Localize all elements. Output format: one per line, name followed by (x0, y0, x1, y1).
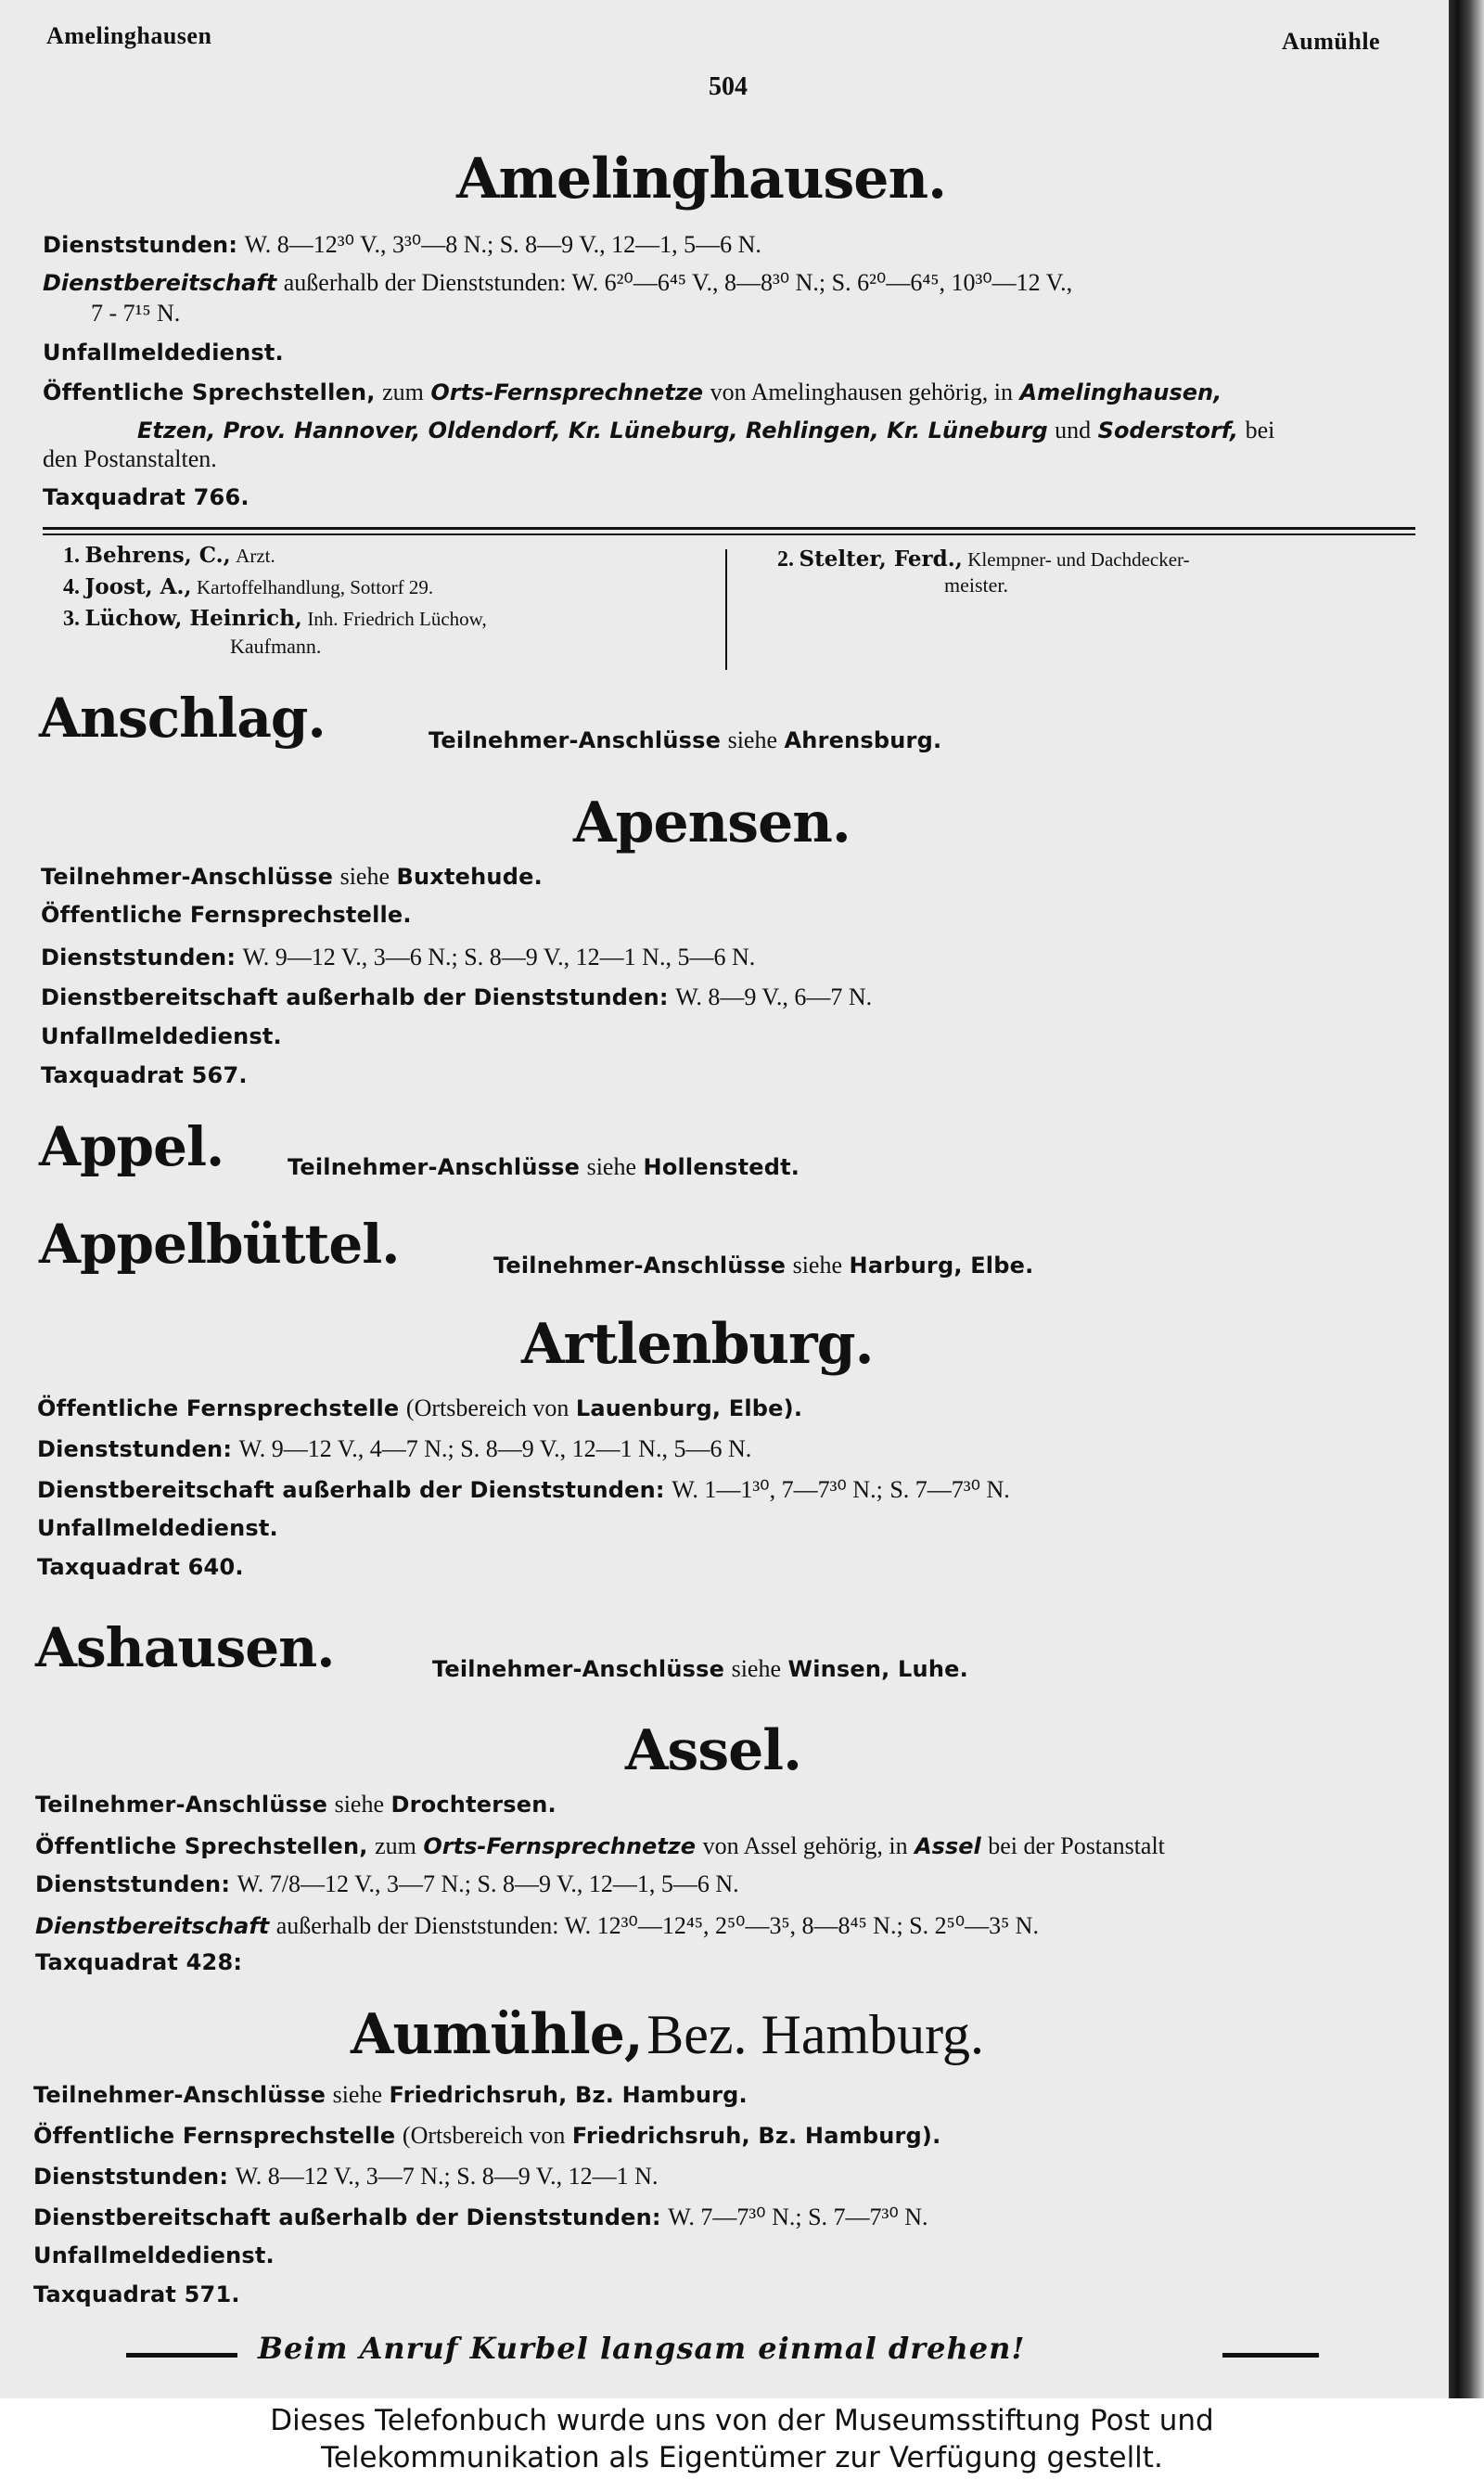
label: Dienststunden: (33, 2164, 229, 2190)
entry-number: 2. (777, 547, 794, 572)
title-assel: Assel. (625, 1718, 801, 1783)
entry-number: 4. (63, 575, 80, 599)
netz: Orts-Fernsprechnetze (423, 1833, 697, 1859)
ref: Friedrichsruh, Bz. Hamburg. (389, 2082, 748, 2108)
amelinghausen-sprech-line2 (137, 414, 1274, 446)
word: (Ortsbereich von (405, 1394, 569, 1421)
word: (Ortsbereich von (402, 2122, 566, 2149)
label: Dienststunden: (35, 1871, 231, 1897)
assel-line (35, 1909, 1039, 1942)
aumuehle-line (33, 2201, 928, 2233)
ref: Harburg, Elbe. (849, 1253, 1034, 1279)
label: Teilnehmer-Anschlüsse (33, 2082, 326, 2108)
word: siehe (792, 1252, 843, 1279)
subscriber-entry (63, 607, 487, 631)
entry-name: Joost, A., (84, 574, 192, 599)
label: Teilnehmer-Anschlüsse (35, 1792, 328, 1818)
title-ashausen: Ashausen. (35, 1616, 335, 1679)
divider-rule-bottom (43, 533, 1415, 535)
place: Soderstorf, (1097, 418, 1239, 443)
word: und (1055, 417, 1092, 443)
column-divider (725, 549, 727, 670)
entry-desc: Inh. Friedrich Lüchow, (307, 608, 487, 630)
word: siehe (332, 2081, 383, 2108)
label: Dienstbereitschaft (35, 1913, 270, 1939)
entry-name: Lüchow, Heinrich, (84, 606, 302, 631)
aumuehle-line: Unfallmeldedienst. (33, 2242, 275, 2268)
entry-desc: Arzt. (236, 545, 275, 567)
amelinghausen-taxquadrat: Taxquadrat 766. (43, 484, 249, 510)
running-head-right: Aumühle (1282, 28, 1381, 55)
amelinghausen-dienststunden (43, 228, 761, 261)
apensen-line (41, 860, 543, 893)
value: außerhalb der Dienststunden: W. 12³⁰—12⁴⁵, 2⁵⁰—3⁵, 8—8⁴⁵ N.; S. 2⁵⁰—3⁵ N. (275, 1912, 1039, 1939)
entry-name: Stelter, Ferd., (799, 546, 963, 572)
ref: Winsen, Luhe. (787, 1656, 968, 1682)
footer-note: Beim Anruf Kurbel langsam einmal drehen! (258, 2331, 1026, 2366)
ref: Hollenstedt. (643, 1154, 800, 1180)
apensen-line: Unfallmeldedienst. (41, 1023, 282, 1049)
word: siehe (727, 726, 778, 753)
assel-line (35, 1830, 1165, 1862)
word: siehe (731, 1655, 782, 1682)
appelbuettel-reference (493, 1249, 1033, 1281)
artlenburg-line: Unfallmeldedienst. (37, 1515, 278, 1541)
label: Dienstbereitschaft (43, 270, 277, 296)
label: Teilnehmer-Anschlüsse (429, 727, 722, 753)
ref: Drochtersen. (390, 1792, 556, 1818)
anschlag-reference (429, 724, 941, 756)
label: Teilnehmer-Anschlüsse (432, 1656, 725, 1682)
aumuehle-line (33, 2078, 748, 2111)
appel-reference (288, 1150, 800, 1183)
title-appelbuettel: Appelbüttel. (39, 1213, 400, 1276)
copyright-banner (0, 2398, 1484, 2480)
apensen-line (41, 941, 755, 973)
value: W. 7—7³⁰ N.; S. 7—7³⁰ N. (668, 2204, 928, 2230)
amelinghausen-sprech-line1 (43, 376, 1222, 408)
subscriber-entry (63, 544, 275, 568)
ref: Buxtehude. (396, 864, 543, 890)
label: Öffentliche Sprechstellen, (35, 1833, 368, 1859)
assel-line (35, 1868, 739, 1900)
running-head-left: Amelinghausen (46, 22, 212, 49)
artlenburg-line: Taxquadrat 640. (37, 1554, 244, 1580)
netz: Orts-Fernsprechnetze (430, 379, 704, 405)
places: Etzen, Prov. Hannover, Oldendorf, Kr. Lüneburg, Rehlingen, Kr. Lüneburg (137, 418, 1048, 443)
label: Dienststunden: (43, 232, 238, 258)
word: siehe (586, 1153, 637, 1180)
ref: Ahrensburg. (784, 727, 942, 753)
title-anschlag: Anschlag. (39, 687, 326, 750)
artlenburg-line (37, 1473, 1010, 1506)
label: Dienstbereitschaft außerhalb der Dienststunden: (41, 984, 669, 1010)
place: Amelinghausen, (1019, 379, 1222, 405)
aumuehle-line (33, 2119, 940, 2152)
value: W. 9—12 V., 3—6 N.; S. 8—9 V., 12—1 N., 5—6 N. (242, 944, 756, 970)
text: von Assel gehörig, in (702, 1832, 908, 1859)
value-sunday: S. 7—7³⁰ N. (889, 1476, 1010, 1503)
amelinghausen-bereitschaft (43, 266, 1072, 299)
entry-desc: Kartoffelhandlung, Sottorf 29. (197, 576, 434, 598)
word: siehe (339, 863, 390, 890)
value: W. 8—12 V., 3—7 N.; S. 8—9 V., 12—1 N. (235, 2163, 659, 2190)
amelinghausen-sprech-line3: den Postanstalten. (43, 445, 217, 472)
title-artlenburg: Artlenburg. (521, 1312, 874, 1377)
word: siehe (334, 1791, 385, 1818)
title-aumuehle: Aumühle, (351, 2002, 643, 2067)
ref: Lauenburg, Elbe). (575, 1395, 803, 1421)
label: Teilnehmer-Anschlüsse (493, 1253, 787, 1279)
banner-line-1: Dieses Telefonbuch wurde uns von der Museumsstiftung Post und (270, 2404, 1214, 2437)
value: außerhalb der Dienststunden: W. 6²⁰—6⁴⁵ V., 8—8³⁰ N.; S. 6²⁰—6⁴⁵, 10³⁰—12 V., (283, 269, 1073, 296)
word: zum (382, 379, 424, 405)
entry-desc-cont: Kaufmann. (230, 635, 322, 658)
entry-number: 1. (63, 544, 80, 568)
footer-dash-left (126, 2353, 237, 2358)
label: Öffentliche Fernsprechstelle (33, 2123, 396, 2149)
subscriber-entry (63, 575, 433, 599)
assel-line (35, 1788, 556, 1820)
aumuehle-line (33, 2160, 658, 2192)
value: W. 7/8—12 V., 3—7 N.; S. 8—9 V., 12—1, 5—6 N. (237, 1870, 739, 1897)
ref: Friedrichsruh, Bz. Hamburg). (571, 2123, 941, 2149)
word: zum (375, 1832, 416, 1859)
title-aumuehle-subtitle: Bez. Hamburg. (646, 2004, 985, 2065)
entry-desc-cont: meister. (944, 573, 1009, 597)
text: bei der Postanstalt (988, 1832, 1165, 1859)
footer-dash-right (1222, 2353, 1319, 2358)
banner-line-2: Telekommunikation als Eigentümer zur Verfügung gestellt. (321, 2441, 1163, 2474)
subscriber-entry (777, 547, 1190, 572)
label: Teilnehmer-Anschlüsse (41, 864, 334, 890)
label: Dienstbereitschaft außerhalb der Dienststunden: (33, 2204, 661, 2230)
apensen-line (41, 981, 872, 1013)
label: Dienststunden: (37, 1436, 233, 1462)
value: W. 1—1³⁰, 7—7³⁰ N.; (672, 1476, 883, 1503)
entry-desc: Klempner- und Dachdecker- (967, 548, 1190, 571)
entry-name: Behrens, C., (84, 543, 231, 568)
label: Dienststunden: (41, 944, 237, 970)
page-number: 504 (709, 72, 748, 101)
label: Öffentliche Fernsprechstelle (37, 1395, 400, 1421)
label: Teilnehmer-Anschlüsse (288, 1154, 581, 1180)
entry-number: 3. (63, 607, 80, 631)
apensen-line: Taxquadrat 567. (41, 1062, 248, 1088)
aumuehle-line: Taxquadrat 571. (33, 2281, 240, 2307)
title-amelinghausen: Amelinghausen. (456, 147, 946, 212)
assel-line: Taxquadrat 428: (35, 1949, 243, 1975)
title-aumuehle-block (351, 2002, 984, 2067)
place: Assel (915, 1833, 981, 1859)
amelinghausen-unfall: Unfallmeldedienst. (43, 340, 284, 366)
label: Dienstbereitschaft außerhalb der Dienststunden: (37, 1477, 665, 1503)
value: W. 9—12 V., 4—7 N.; S. 8—9 V., 12—1 N., 5—6 N. (238, 1435, 752, 1462)
label: Öffentliche Sprechstellen, (43, 379, 376, 405)
title-apensen: Apensen. (573, 790, 851, 855)
artlenburg-line (37, 1433, 751, 1465)
page-edge-shadow (1449, 0, 1484, 2398)
divider-rule-top (43, 527, 1415, 530)
title-appel: Appel. (39, 1115, 224, 1178)
word: bei (1245, 417, 1275, 443)
ashausen-reference (432, 1652, 968, 1685)
value: W. 8—12³⁰ V., 3³⁰—8 N.; S. 8—9 V., 12—1, 5—6 N. (244, 231, 761, 258)
value: W. 8—9 V., 6—7 N. (675, 983, 873, 1010)
artlenburg-line (37, 1392, 802, 1424)
apensen-line: Öffentliche Fernsprechstelle. (41, 902, 412, 928)
text: von Amelinghausen gehörig, in (710, 379, 1013, 405)
amelinghausen-bereitschaft-cont: 7 - 7¹⁵ N. (91, 300, 181, 327)
